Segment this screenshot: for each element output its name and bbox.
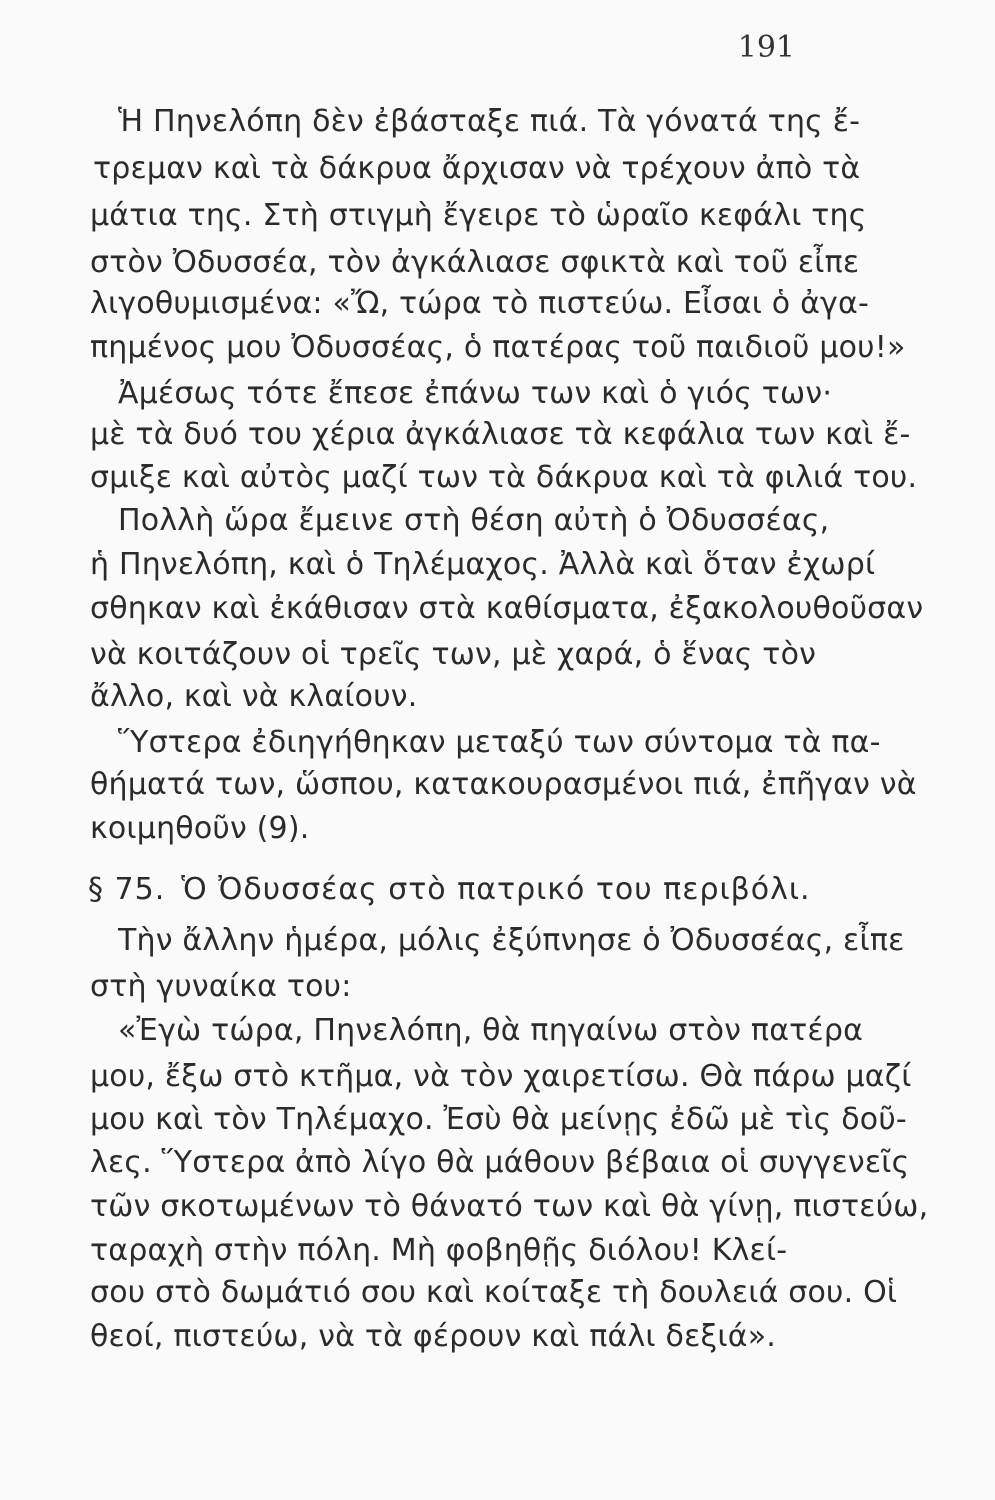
page-number: 191 (737, 30, 795, 65)
text-line: μὲ τὰ δυό του χέρια ἀγκάλιασε τὰ κεφάλια των καὶ ἔ- (90, 417, 911, 452)
text-line: θεοί, πιστεύω, νὰ τὰ φέρουν καὶ πάλι δεξιά». (90, 1319, 777, 1354)
text-line: σθηκαν καὶ ἐκάθισαν στὰ καθίσματα, ἐξακολουθοῦσαν (90, 591, 924, 626)
text-line: μάτια της. Στὴ στιγμὴ ἔγειρε τὸ ὡραῖο κεφάλι της (90, 198, 867, 233)
text-line: «Ἐγὼ τώρα, Πηνελόπη, θὰ πηγαίνω στὸν πατέρα (118, 1013, 864, 1048)
text-line: νὰ κοιτάζουν οἱ τρεῖς των, μὲ χαρά, ὁ ἕνας τὸν (90, 637, 817, 672)
text-line: τῶν σκοτωμένων τὸ θάνατό των καὶ θὰ γίνῃ, πιστεύω, (90, 1189, 929, 1224)
text-line: Ὕστερα ἐδιηγήθηκαν μεταξύ των σύντομα τὰ πα- (118, 725, 881, 760)
text-line: στὴ γυναίκα του: (90, 969, 352, 1004)
text-line: στὸν Ὀδυσσέα, τὸν ἀγκάλιασε σφικτὰ καὶ τοῦ εἶπε (90, 245, 860, 280)
text-line: Ἀμέσως τότε ἔπεσε ἐπάνω των καὶ ὁ γιός των· (118, 376, 833, 411)
text-line: σμιξε καὶ αὐτὸς μαζί των τὰ δάκρυα καὶ τὰ φιλιά του. (90, 460, 918, 495)
text-line: σου στὸ δωμάτιό σου καὶ κοίταξε τὴ δουλειά σου. Οἱ (90, 1275, 898, 1310)
text-line: ταραχὴ στὴν πόλη. Μὴ φοβηθῇς διόλου! Κλεί- (90, 1233, 788, 1268)
text-line: Πολλὴ ὥρα ἔμεινε στὴ θέση αὐτὴ ὁ Ὀδυσσέας, (118, 503, 830, 538)
text-line: λιγοθυμισμένα: «Ὤ, τώρα τὸ πιστεύω. Εἶσαι ὁ ἀγα- (90, 286, 870, 321)
section-heading (88, 872, 811, 907)
text-line: Ἡ Πηνελόπη δὲν ἐβάσταξε πιά. Τὰ γόνατά της ἔ- (118, 104, 861, 139)
text-line: θήματά των, ὥσπου, κατακουρασμένοι πιά, ἐπῆγαν νὰ (90, 767, 917, 802)
text-line: μου, ἔξω στὸ κτῆμα, νὰ τὸν χαιρετίσω. Θὰ πάρω μαζί (90, 1059, 912, 1094)
text-line: κοιμηθοῦν (9). (90, 811, 310, 846)
text-line: τρεμαν καὶ τὰ δάκρυα ἄρχισαν νὰ τρέχουν ἀπὸ τὰ (93, 151, 861, 186)
text-line: πημένος μου Ὀδυσσέας, ὁ πατέρας τοῦ παιδιοῦ μου!» (90, 330, 906, 365)
text-line: Τὴν ἄλλην ἡμέρα, μόλις ἐξύπνησε ὁ Ὀδυσσέας, εἶπε (118, 923, 905, 958)
text-line: μου καὶ τὸν Τηλέμαχο. Ἐσὺ θὰ μείνῃς ἐδῶ μὲ τὶς δοῦ- (90, 1102, 907, 1137)
text-line: ἄλλο, καὶ νὰ κλαίουν. (90, 679, 418, 714)
section-title: Ὁ Ὀδυσσέας στὸ πατρικό του περιβόλι. (181, 872, 811, 907)
text-line: ἡ Πηνελόπη, καὶ ὁ Τηλέμαχος. Ἀλλὰ καὶ ὅταν ἐχωρί (90, 547, 876, 582)
section-number: § 75. (88, 872, 166, 907)
text-line: λες. Ὕστερα ἀπὸ λίγο θὰ μάθουν βέβαια οἱ συγγενεῖς (90, 1145, 910, 1180)
